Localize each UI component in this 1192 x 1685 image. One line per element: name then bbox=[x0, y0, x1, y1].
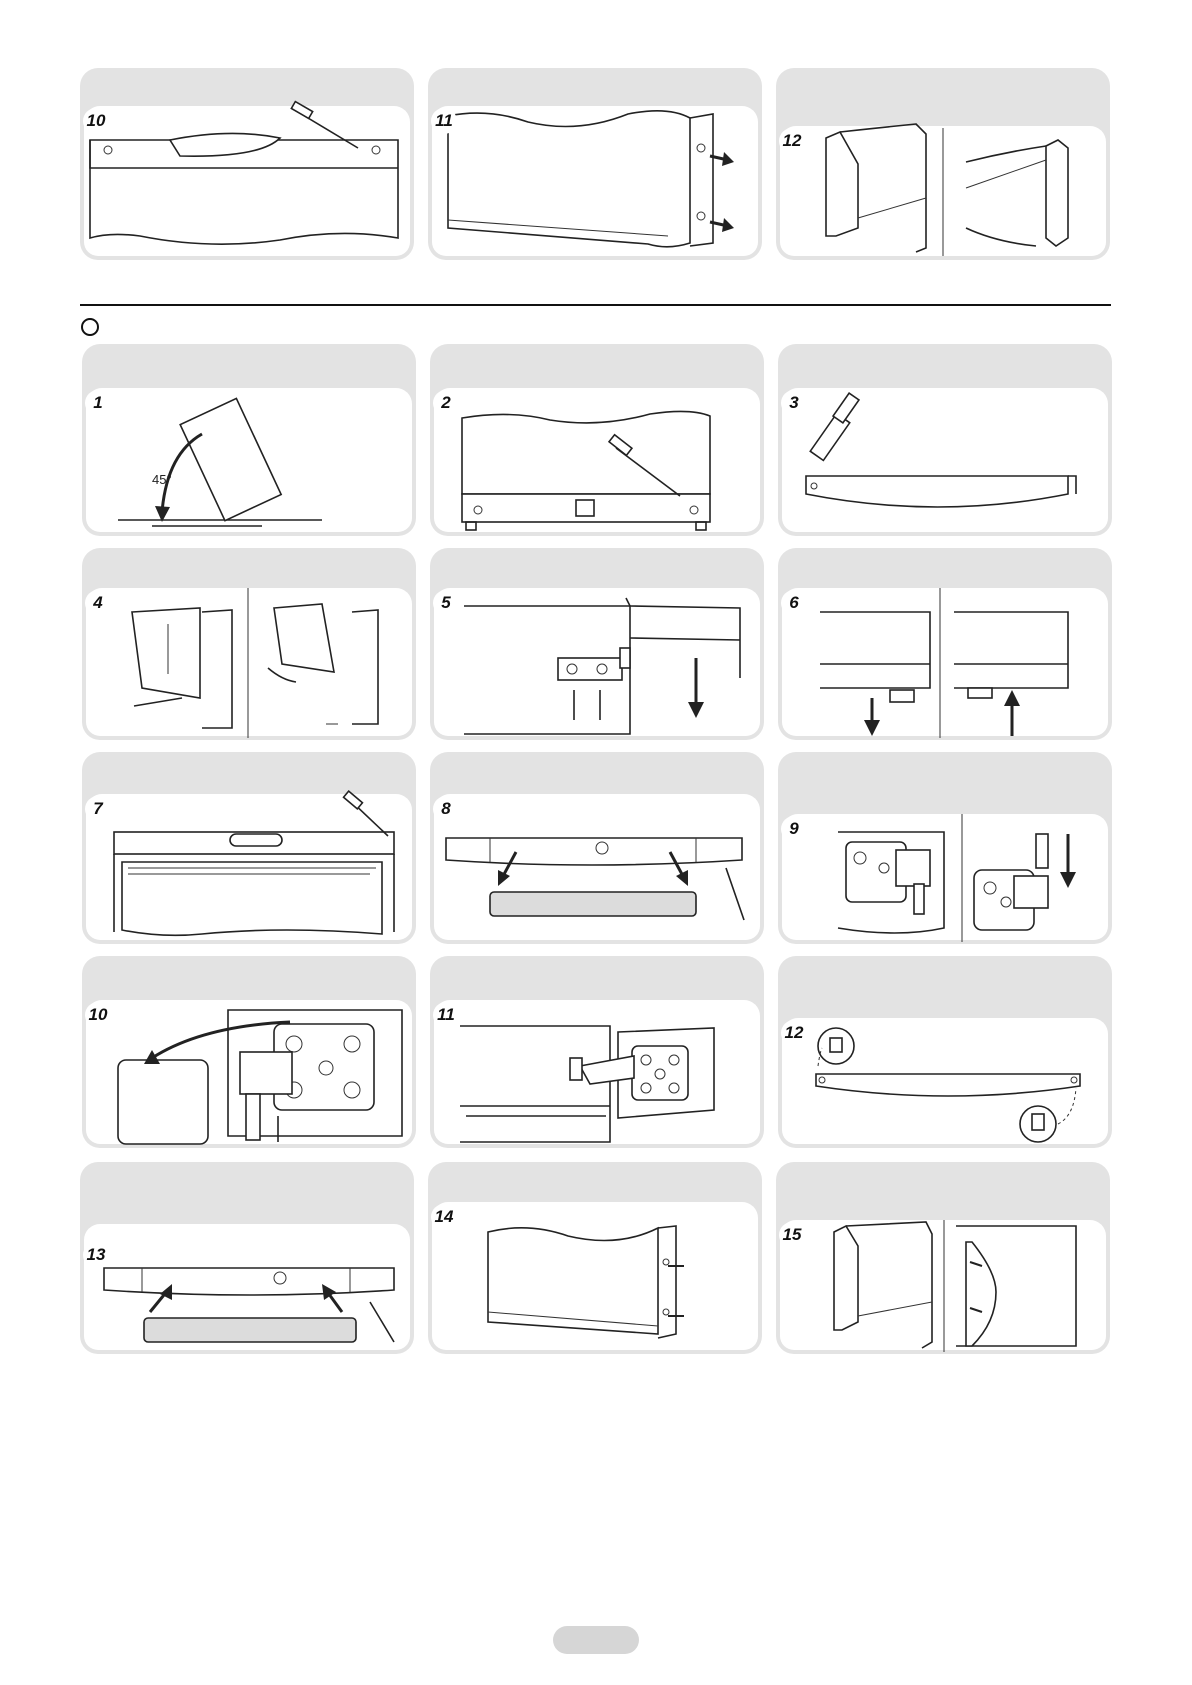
step-panel-15 bbox=[776, 1162, 1110, 1354]
step-panel-14 bbox=[428, 1162, 762, 1354]
page-number-badge bbox=[553, 1626, 639, 1654]
step-illustration bbox=[80, 68, 414, 260]
step-panel-7 bbox=[82, 752, 416, 944]
step-number: 10 bbox=[85, 1002, 111, 1028]
step-illustration bbox=[80, 1162, 414, 1354]
step-number: 14 bbox=[431, 1204, 457, 1230]
step-number: 15 bbox=[779, 1222, 805, 1248]
step-panel-2 bbox=[430, 344, 764, 536]
step-number: 12 bbox=[781, 1020, 807, 1046]
step-illustration bbox=[82, 344, 416, 536]
step-illustration bbox=[778, 956, 1112, 1148]
step-illustration bbox=[430, 752, 764, 944]
step-illustration bbox=[778, 548, 1112, 740]
step-illustration bbox=[430, 548, 764, 740]
step-panel-top-12 bbox=[776, 68, 1110, 260]
step-number: 3 bbox=[781, 390, 807, 416]
step-panel-1 bbox=[82, 344, 416, 536]
step-number: 2 bbox=[433, 390, 459, 416]
step-panel-9 bbox=[778, 752, 1112, 944]
step-number: 6 bbox=[781, 590, 807, 616]
step-number: 13 bbox=[83, 1242, 109, 1268]
step-panel-12 bbox=[778, 956, 1112, 1148]
step-illustration bbox=[428, 68, 762, 260]
step-number: 5 bbox=[433, 590, 459, 616]
step-panel-top-11 bbox=[428, 68, 762, 260]
section-divider bbox=[80, 304, 1111, 306]
step-panel-8 bbox=[430, 752, 764, 944]
step-panel-3 bbox=[778, 344, 1112, 536]
step-panel-top-10 bbox=[80, 68, 414, 260]
step-number: 8 bbox=[433, 796, 459, 822]
step-illustration bbox=[776, 68, 1110, 260]
step-number: 4 bbox=[85, 590, 111, 616]
step-illustration bbox=[430, 956, 764, 1148]
step-panel-13 bbox=[80, 1162, 414, 1354]
step-number: 7 bbox=[85, 796, 111, 822]
step-number: 10 bbox=[83, 108, 109, 134]
step-illustration bbox=[82, 548, 416, 740]
step-illustration bbox=[82, 956, 416, 1148]
step-illustration bbox=[428, 1162, 762, 1354]
angle-label: 45° bbox=[152, 472, 172, 487]
step-panel-10 bbox=[82, 956, 416, 1148]
step-illustration bbox=[778, 344, 1112, 536]
step-illustration bbox=[776, 1162, 1110, 1354]
step-panel-11 bbox=[430, 956, 764, 1148]
step-number: 11 bbox=[433, 1002, 459, 1028]
step-illustration bbox=[430, 344, 764, 536]
step-number: 1 bbox=[85, 390, 111, 416]
step-number: 12 bbox=[779, 128, 805, 154]
section-marker-icon bbox=[81, 318, 99, 336]
step-illustration bbox=[778, 752, 1112, 944]
step-number: 11 bbox=[431, 108, 457, 134]
step-illustration bbox=[82, 752, 416, 944]
step-number: 9 bbox=[781, 816, 807, 842]
step-panel-5 bbox=[430, 548, 764, 740]
step-panel-4 bbox=[82, 548, 416, 740]
step-panel-6 bbox=[778, 548, 1112, 740]
